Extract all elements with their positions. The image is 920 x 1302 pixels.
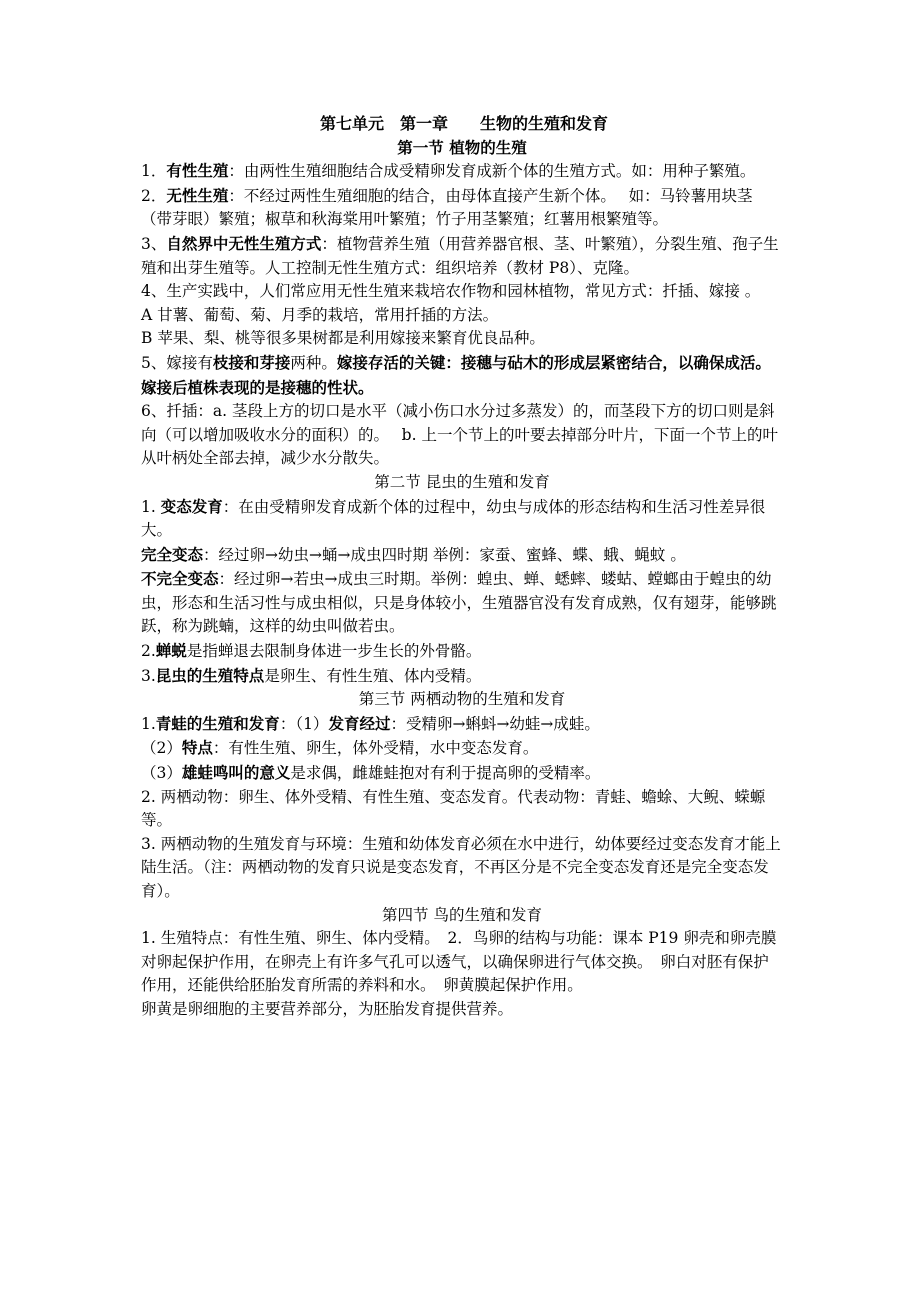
bold-term: 蝉蜕: [155, 641, 187, 661]
text-run: 2．: [141, 186, 167, 205]
text-run: ：植物营养生殖（用营养器官根、茎、叶繁殖），分裂生殖、孢子生殖和出芽生殖等。人工控制无性生殖方式：组织培养（教材 P8）、克隆。: [141, 234, 779, 277]
text-run: ：不经过两性生殖细胞的结合，由母体直接产生新个体。 如：马铃薯用块茎（带芽眼）繁殖；椒草和秋海棠用叶繁殖；竹子用茎繁殖；红薯用根繁殖等。: [141, 186, 753, 229]
text-run: ：经过卵→若虫→成虫三时期。举例：蝗虫、蝉、蟋蟀、蝼蛄、螳螂由于蝗虫的幼虫，形态和生活习性与成虫相似，只是身体较小，生殖器官没有发育成熟，仅有翅芽，能够跳跃，称为跳蝻，这样的幼虫叫做若虫。: [141, 570, 777, 636]
paragraph: [141, 543, 783, 568]
paragraph: [141, 998, 783, 1022]
bold-term: 特点: [181, 738, 213, 758]
text-run: B 苹果、梨、桃等很多果树都是利用嫁接来繁育优良品种。: [141, 329, 545, 348]
bold-term: 嫁接后植株表现的是接穗的性状。: [141, 377, 374, 397]
text-run: 4、生产实践中，人们常应用无性生殖来栽培农作物和园林植物，常见方式：扦插、嫁接 。: [141, 282, 761, 301]
section-heading: 第三节 两栖动物的生殖和发育: [358, 690, 566, 709]
paragraph: [141, 712, 783, 737]
text-run: 6、扦插：a. 茎段上方的切口是水平（减小伤口水分过多蒸发）的，而茎段下方的切口则是斜向（可以增加吸收水分的面积）的。 b. 上一个节上的叶要去掉部分叶片，下面一个节上的叶从叶柄处全部去掉，减少水分散失。: [141, 402, 778, 468]
text-run: 1. 生殖特点：有性生殖、卵生、体内受精。 2．鸟卵的结构与功能：课本 P19 卵壳和卵壳膜对卵起保护作用，在卵壳上有许多气孔可以透气，以确保卵进行气体交换。 卵白对胚有保护作用，还能供给胚胎发育所需的养料和水。 卵黄膜起保护作用。: [141, 929, 777, 995]
text-run: 2. 两栖动物：卵生、体外受精、有性生殖、变态发育。代表动物：青蛙、蟾蜍、大鲵、蝾螈等。: [141, 787, 766, 830]
section-heading: 第二节 昆虫的生殖和发育: [374, 472, 550, 491]
text-run: 5、嫁接有: [141, 353, 213, 372]
bold-term: 不完全变态: [141, 569, 219, 589]
paragraph: [141, 639, 783, 664]
text-run: 1．: [141, 162, 167, 181]
section-heading: 第四节 鸟的生殖和发育: [382, 905, 542, 924]
bold-term: 无性生殖: [166, 185, 229, 205]
paragraph: [141, 327, 783, 351]
text-run: ：有性生殖、卵生，体外受精，水中变态发育。: [212, 739, 539, 758]
paragraph: [141, 304, 783, 328]
text-run: 3.: [141, 666, 156, 685]
text-run: 是指蝉退去限制身体进一步生长的外骨骼。: [186, 642, 482, 661]
text-run: 1.: [141, 714, 156, 733]
text-run: 2.: [141, 642, 156, 661]
bold-term: 昆虫的生殖特点: [155, 665, 265, 685]
paragraph: [141, 280, 783, 304]
paragraph: [141, 184, 783, 232]
paragraph: [141, 761, 783, 786]
text-run: 卵黄是卵细胞的主要营养部分，为胚胎发育提供营养。: [141, 999, 514, 1018]
paragraph: [141, 927, 783, 998]
text-run: A 甘薯、葡萄、菊、月季的栽培，常用扦插的方法。: [141, 305, 499, 324]
bold-term: 有性生殖: [166, 161, 229, 181]
paragraph: [141, 159, 783, 184]
text-run: 是卵生、有性生殖、体内受精。: [264, 666, 482, 685]
document-page: [141, 112, 783, 1022]
bold-term: 发育经过: [328, 713, 391, 733]
text-run: （3）: [141, 764, 182, 783]
paragraph: [141, 786, 783, 833]
paragraph: [141, 351, 783, 376]
bold-term: 自然界中无性生殖方式: [166, 233, 322, 253]
bold-term: 枝接和芽接: [212, 352, 291, 372]
paragraph: [141, 232, 783, 280]
document-title: 第七单元 第一章 生物的生殖和发育: [319, 114, 608, 133]
paragraph: [141, 833, 783, 904]
paragraph: [141, 400, 783, 471]
text-run: ：受精卵→蝌蚪→幼蛙→成蛙。: [390, 714, 600, 733]
text-run: ：由两性生殖细胞结合成受精卵发育成新个体的生殖方式。如：用种子繁殖。: [228, 162, 756, 181]
paragraph: [141, 495, 783, 543]
paragraph: [141, 376, 783, 401]
text-run: 3、: [141, 234, 167, 253]
bold-term: 变态发育: [160, 496, 223, 516]
bold-term: 完全变态: [141, 544, 204, 564]
paragraph: [141, 736, 783, 761]
text-run: ：在由受精卵发育成新个体的过程中，幼虫与成体的形态结构和生活习性差异很大。: [141, 497, 766, 540]
text-run: 两种。: [290, 353, 337, 372]
section-heading: 第一节 植物的生殖: [397, 137, 527, 157]
paragraph: [141, 664, 783, 689]
text-run: 是求偶，雌雄蛙抱对有利于提高卵的受精率。: [290, 764, 601, 783]
paragraph: [141, 567, 783, 639]
text-run: ：经过卵→幼虫→蛹→成虫四时期 举例：家蚕、蜜蜂、蝶、蛾、蝇蚊 。: [203, 545, 686, 564]
text-run: 1.: [141, 497, 161, 516]
text-run: （2）: [141, 739, 182, 758]
bold-term: 青蛙的生殖和发育: [155, 713, 280, 733]
bold-term: 嫁接存活的关键：接穗与砧木的形成层紧密结合，以确保成活。: [336, 352, 771, 372]
text-run: ：（1）: [279, 714, 329, 733]
document-body: [141, 136, 783, 1022]
bold-term: 雄蛙鸣叫的意义: [181, 763, 291, 783]
text-run: 3. 两栖动物的生殖发育与环境：生殖和幼体发育必须在水中进行，幼体要经过变态发育才能上陆生活。（注：两栖动物的发育只说是变态发育，不再区分是不完全变态发育还是完全变态发育）。: [141, 834, 781, 900]
